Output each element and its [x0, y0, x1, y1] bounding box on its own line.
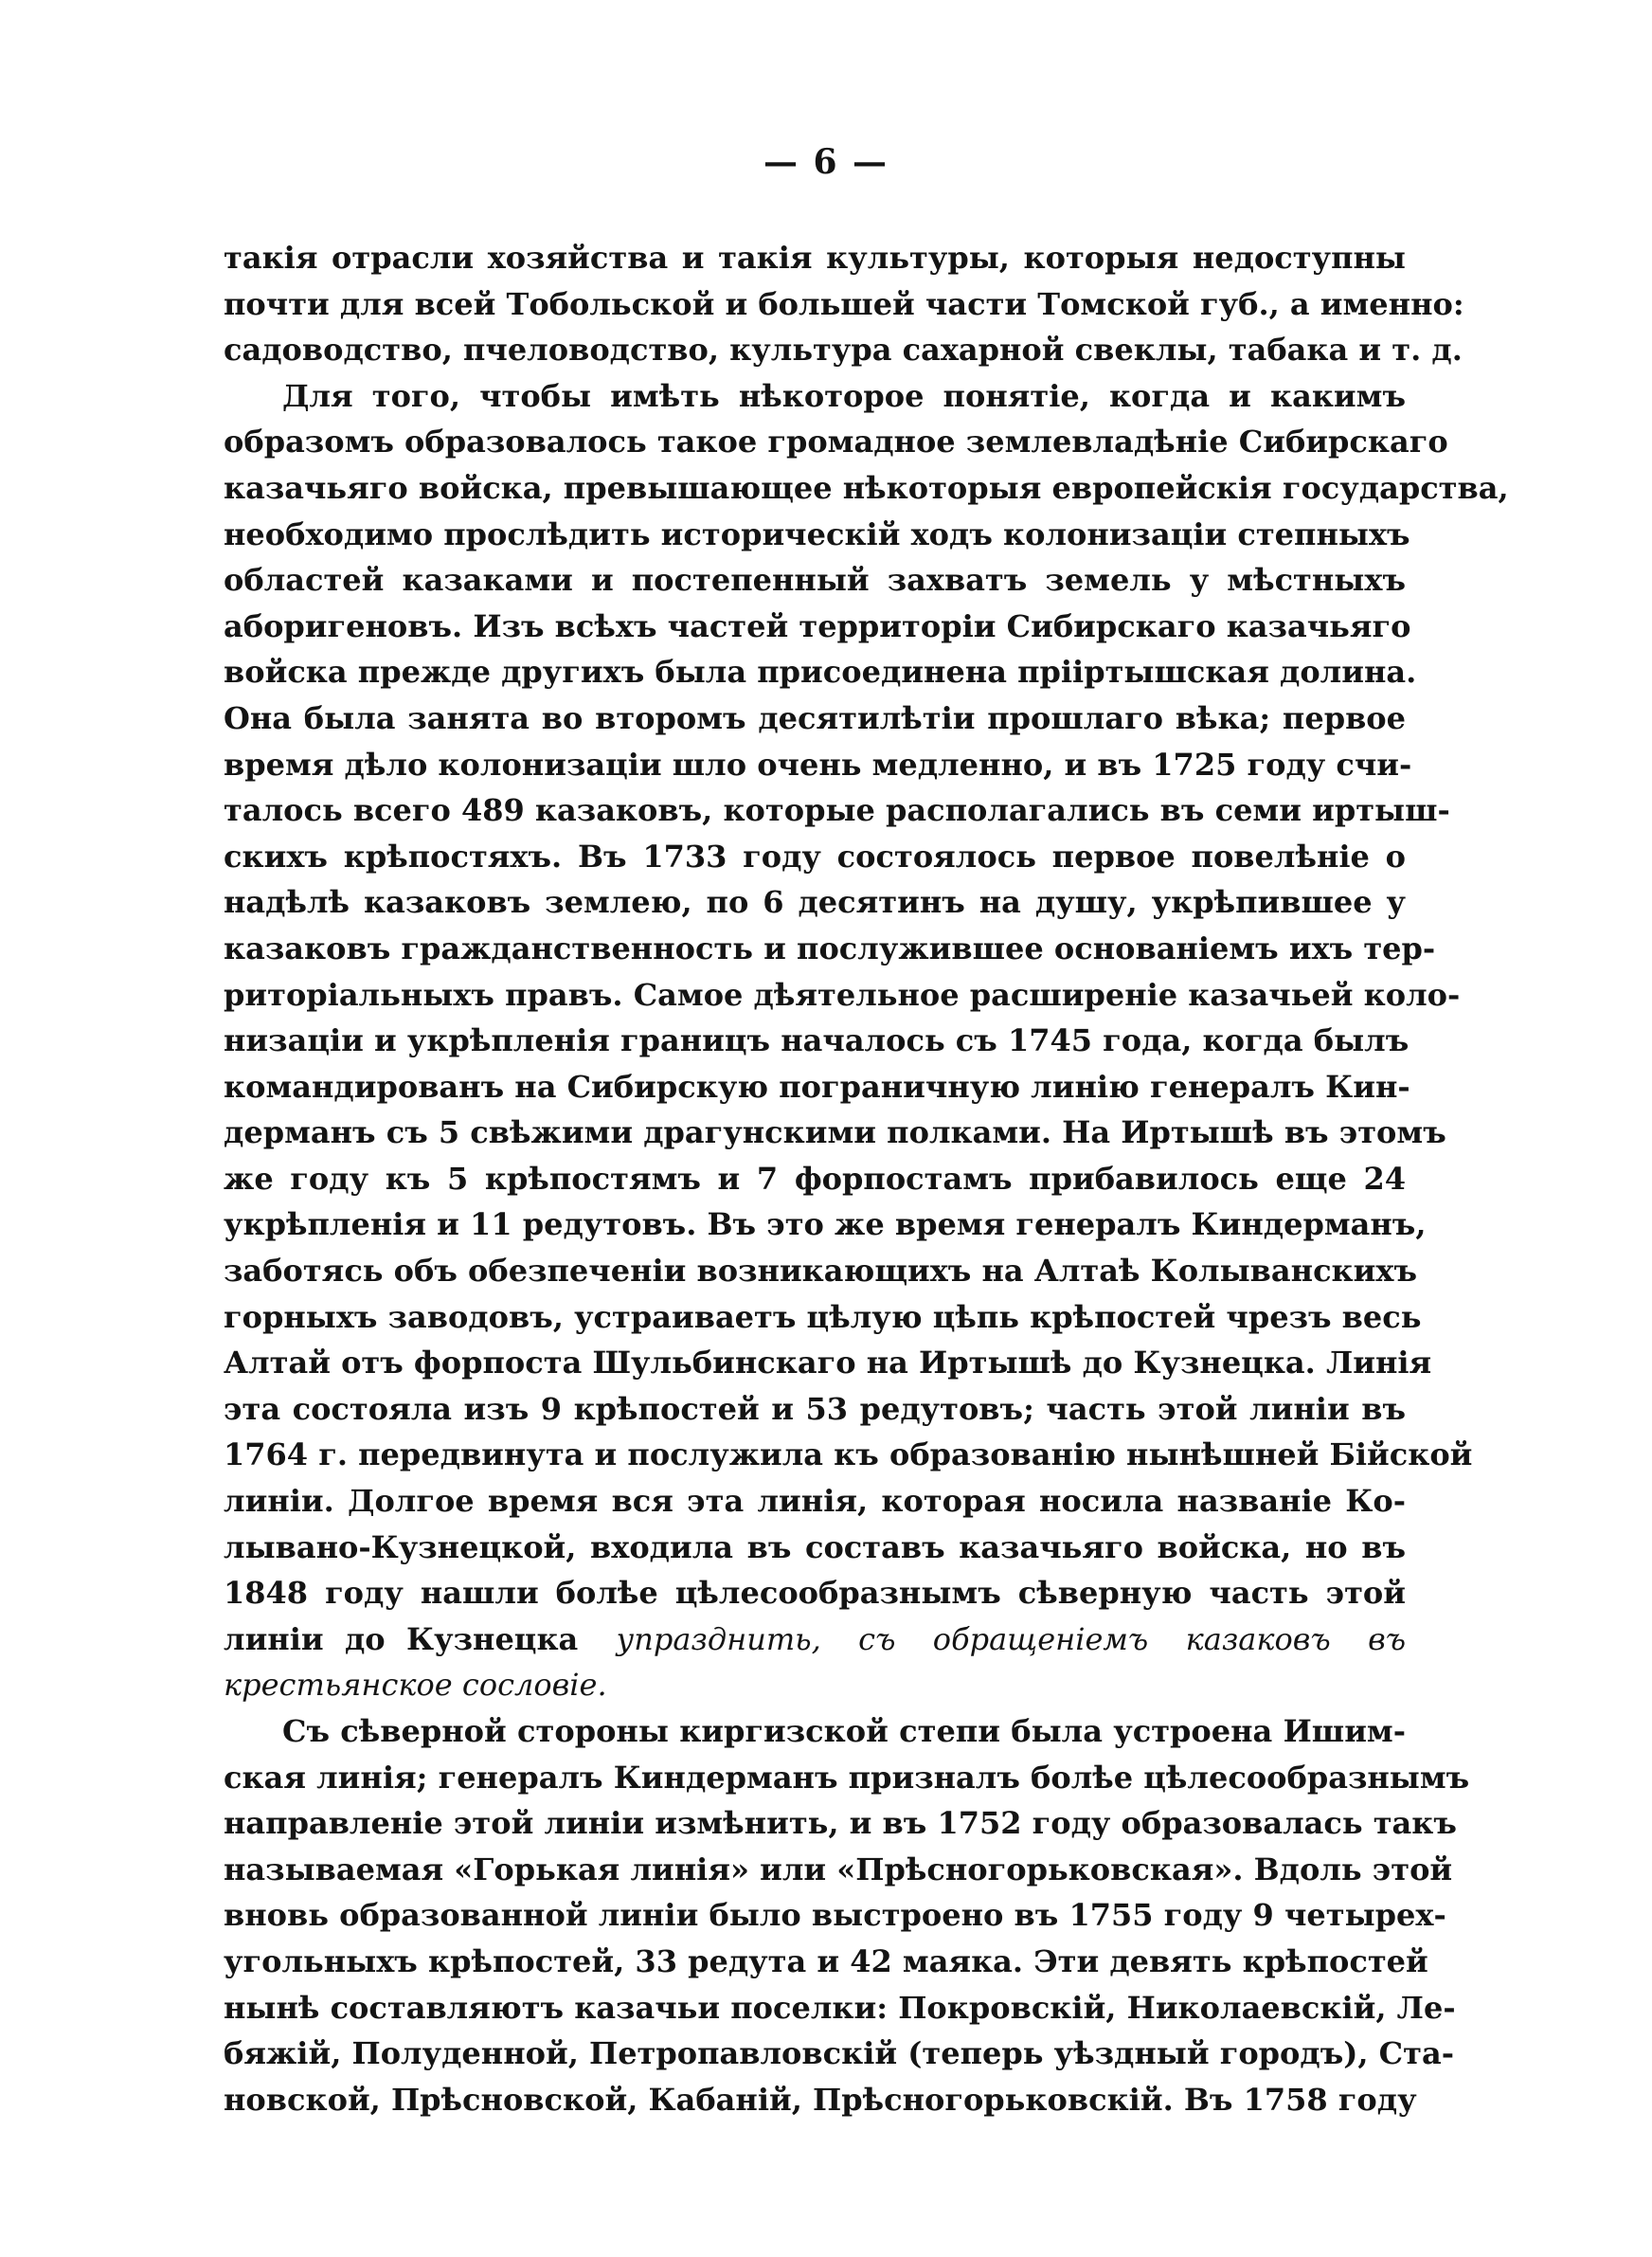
text-line: почти для всей Тобольской и большей части Томской губ., а именно:	[224, 285, 1464, 322]
text-line: необходимо прослѣдить историческій ходъ колонизаціи степныхъ	[224, 515, 1410, 552]
text-line: образомъ образовалось такое громадное землевладѣніе Сибирскаго	[224, 424, 1448, 460]
text-line: низаціи и укрѣпленія границъ началось съ 1745 года, когда былъ	[224, 1022, 1410, 1059]
italic-text-segment: упразднить, съ обращеніемъ казаковъ въ	[616, 1620, 1407, 1657]
text-line: областей казаками и постепенный захватъ земель у мѣстныхъ	[224, 562, 1406, 599]
text-line: направленіе этой линіи измѣнить, и въ 1752 году образовалась такъ	[224, 1805, 1457, 1842]
text-line: линіи. Долгое время вся эта линія, которая носила названіе Ко-	[224, 1483, 1406, 1520]
text-segment: линіи до Кузнецка	[224, 1620, 579, 1657]
italic-text-line: крестьянское сословіе.	[224, 1667, 607, 1704]
text-line: горныхъ заводовъ, устраиваетъ цѣлую цѣпь крѣпостей чрезъ весь	[224, 1298, 1422, 1335]
text-line: называемая «Горькая линія» или «Прѣсногорьковская». Вдоль этой	[224, 1851, 1453, 1887]
text-line: лывано-Кузнецкой, входила въ составъ казачьяго войска, но въ	[224, 1528, 1406, 1565]
text-line: Алтай отъ форпоста Шульбинскаго на Иртышѣ до Кузнецка. Линія	[224, 1345, 1432, 1381]
text-line: надѣлѣ казаковъ землею, по 6 десятинъ на душу, укрѣпившее у	[224, 884, 1406, 921]
text-line: угольныхъ крѣпостей, 33 редута и 42 маяка. Эти девять крѣпостей	[224, 1942, 1428, 1979]
text-line: такія отрасли хозяйства и такія культуры, которыя недоступны	[224, 240, 1406, 276]
text-line: казаковъ гражданственность и послужившее основаніемъ ихъ тер-	[224, 930, 1436, 966]
text-line: новской, Прѣсновской, Кабаній, Прѣсногорьковскій. Въ 1758 году	[224, 2081, 1417, 2118]
text-line: риторіальныхъ правъ. Самое дѣятельное расширеніе казачьей коло-	[224, 976, 1461, 1013]
text-line: нынѣ составляютъ казачьи поселки: Покровскій, Николаевскій, Ле-	[224, 1989, 1456, 2026]
text-line: аборигеновъ. Изъ всѣхъ частей территоріи Сибирскаго казачьяго	[224, 607, 1411, 644]
text-line: укрѣпленія и 11 редутовъ. Въ это же время генералъ Киндерманъ,	[224, 1206, 1427, 1243]
text-line: 1848 году нашли болѣе цѣлесообразнымъ сѣверную часть этой	[224, 1575, 1406, 1612]
text-line: скихъ крѣпостяхъ. Въ 1733 году состоялось первое повелѣніе о	[224, 838, 1406, 875]
text-line: время дѣло колонизаціи шло очень медленно, и въ 1725 году счи-	[224, 746, 1412, 783]
text-line: казачьяго войска, превышающее нѣкоторыя европейскія государства,	[224, 469, 1509, 506]
page-number: — 6 —	[763, 142, 889, 182]
text-line: дерманъ съ 5 свѣжими драгунскими полками. На Иртышѣ въ этомъ	[224, 1114, 1446, 1151]
text-line: войска прежде другихъ была присоединена прііртышская долина.	[224, 654, 1417, 691]
paragraph-start-line: Для того, чтобы имѣть нѣкоторое понятіе, когда и какимъ	[282, 377, 1406, 414]
text-line: эта состояла изъ 9 крѣпостей и 53 редутовъ; часть этой линіи въ	[224, 1390, 1406, 1427]
text-line: командированъ на Сибирскую пограничную линію генералъ Кин-	[224, 1068, 1410, 1105]
mixed-style-line	[224, 1616, 1406, 1663]
text-line: бяжій, Полуденной, Петропавловскій (теперь уѣздный городъ), Ста-	[224, 2035, 1454, 2072]
text-line: заботясь объ обезпеченіи возникающихъ на Алтаѣ Колыванскихъ	[224, 1253, 1418, 1290]
text-line: талось всего 489 казаковъ, которые располагались въ семи иртыш-	[224, 792, 1450, 829]
text-line: 1764 г. передвинута и послужила къ образованію нынѣшней Бійской	[224, 1436, 1473, 1473]
body-text	[224, 235, 1509, 2122]
text-line: Она была занята во второмъ десятилѣтіи прошлаго вѣка; первое	[224, 699, 1406, 736]
text-line: ская линія; генералъ Киндерманъ призналъ болѣе цѣлесообразнымъ	[224, 1759, 1470, 1796]
text-line: вновь образованной линіи было выстроено въ 1755 году 9 четырех-	[224, 1897, 1446, 1934]
text-line: садоводство, пчеловодство, культура сахарной свеклы, табака и т. д.	[224, 332, 1463, 369]
paragraph-start-line: Съ сѣверной стороны киргизской степи была устроена Ишим-	[282, 1713, 1406, 1749]
text-line: же году къ 5 крѣпостямъ и 7 форпостамъ прибавилось еще 24	[224, 1160, 1406, 1197]
